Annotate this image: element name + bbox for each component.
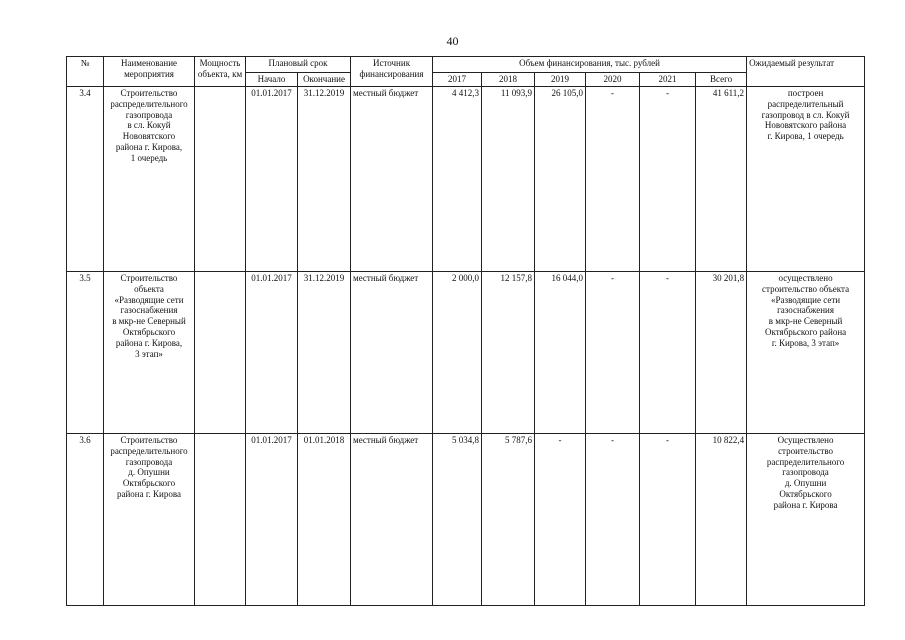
header-name: Наименование мероприятия (104, 57, 195, 87)
row-value-2018: 11 093,9 (482, 87, 535, 272)
page-number: 40 (446, 34, 459, 48)
row-value-2020: - (586, 434, 640, 606)
row-num: 3.4 (67, 87, 104, 272)
row-value-2019: 26 105,0 (535, 87, 586, 272)
row-end: 31.12.2019 (298, 272, 351, 434)
row-name: Строительство объекта «Разводящие сети газоснабжения в мкр-не Северный Октябрьского района г. Кирова, 3 этап» (104, 272, 195, 434)
row-end: 01.01.2018 (298, 434, 351, 606)
row-value-2017: 2 000,0 (433, 272, 482, 434)
row-value-2019: 16 044,0 (535, 272, 586, 434)
row-total: 30 201,8 (696, 272, 747, 434)
row-source: местный бюджет (351, 87, 433, 272)
header-capacity: Мощность объекта, км (195, 57, 246, 87)
row-result: построен распределительный газопровод в сл. Кокуй Нововятского района г. Кирова, 1 очередь (747, 87, 865, 272)
header-year-2017: 2017 (433, 73, 482, 87)
row-source: местный бюджет (351, 434, 433, 606)
row-end: 31.12.2019 (298, 87, 351, 272)
header-start: Начало (246, 73, 298, 87)
funding-table (66, 56, 865, 606)
header-year-2021: 2021 (640, 73, 696, 87)
row-total: 10 822,4 (696, 434, 747, 606)
header-end: Окончание (298, 73, 351, 87)
row-capacity (195, 272, 246, 434)
row-value-2020: - (586, 272, 640, 434)
row-value-2018: 12 157,8 (482, 272, 535, 434)
row-value-2021: - (640, 434, 696, 606)
row-start: 01.01.2017 (246, 272, 298, 434)
row-num: 3.5 (67, 272, 104, 434)
header-total: Всего (696, 73, 747, 87)
header-num: № (67, 57, 104, 87)
row-name: Строительство распределительного газопровода в сл. Кокуй Нововятского района г. Кирова, 1 очередь (104, 87, 195, 272)
row-start: 01.01.2017 (246, 87, 298, 272)
header-plan-term: Плановый срок (246, 57, 351, 73)
header-result: Ожидаемый результат (747, 57, 865, 87)
header-year-2020: 2020 (586, 73, 640, 87)
header-year-2019: 2019 (535, 73, 586, 87)
row-value-2021: - (640, 87, 696, 272)
row-result: Осуществлено строительство распределительного газопровода д. Опушни Октябрьского района г. Кирова (747, 434, 865, 606)
row-num: 3.6 (67, 434, 104, 606)
row-value-2019: - (535, 434, 586, 606)
header-year-2018: 2018 (482, 73, 535, 87)
row-value-2017: 5 034,8 (433, 434, 482, 606)
table-row (67, 434, 865, 606)
header-source: Источник финансирования (351, 57, 433, 87)
row-source: местный бюджет (351, 272, 433, 434)
row-result: осуществлено строительство объекта «Разводящие сети газоснабжения в мкр-не Северный Октябрьского района г. Кирова, 3 этап» (747, 272, 865, 434)
row-capacity (195, 434, 246, 606)
row-name: Строительство распределительного газопровода д. Опушни Октябрьского района г. Кирова (104, 434, 195, 606)
row-capacity (195, 87, 246, 272)
row-value-2020: - (586, 87, 640, 272)
table-row (67, 87, 865, 272)
row-value-2017: 4 412,3 (433, 87, 482, 272)
header-row-1 (67, 57, 865, 73)
row-total: 41 611,2 (696, 87, 747, 272)
row-value-2018: 5 787,6 (482, 434, 535, 606)
header-funding: Объем финансирования, тыс. рублей (433, 57, 747, 73)
table-row (67, 272, 865, 434)
row-start: 01.01.2017 (246, 434, 298, 606)
row-value-2021: - (640, 272, 696, 434)
